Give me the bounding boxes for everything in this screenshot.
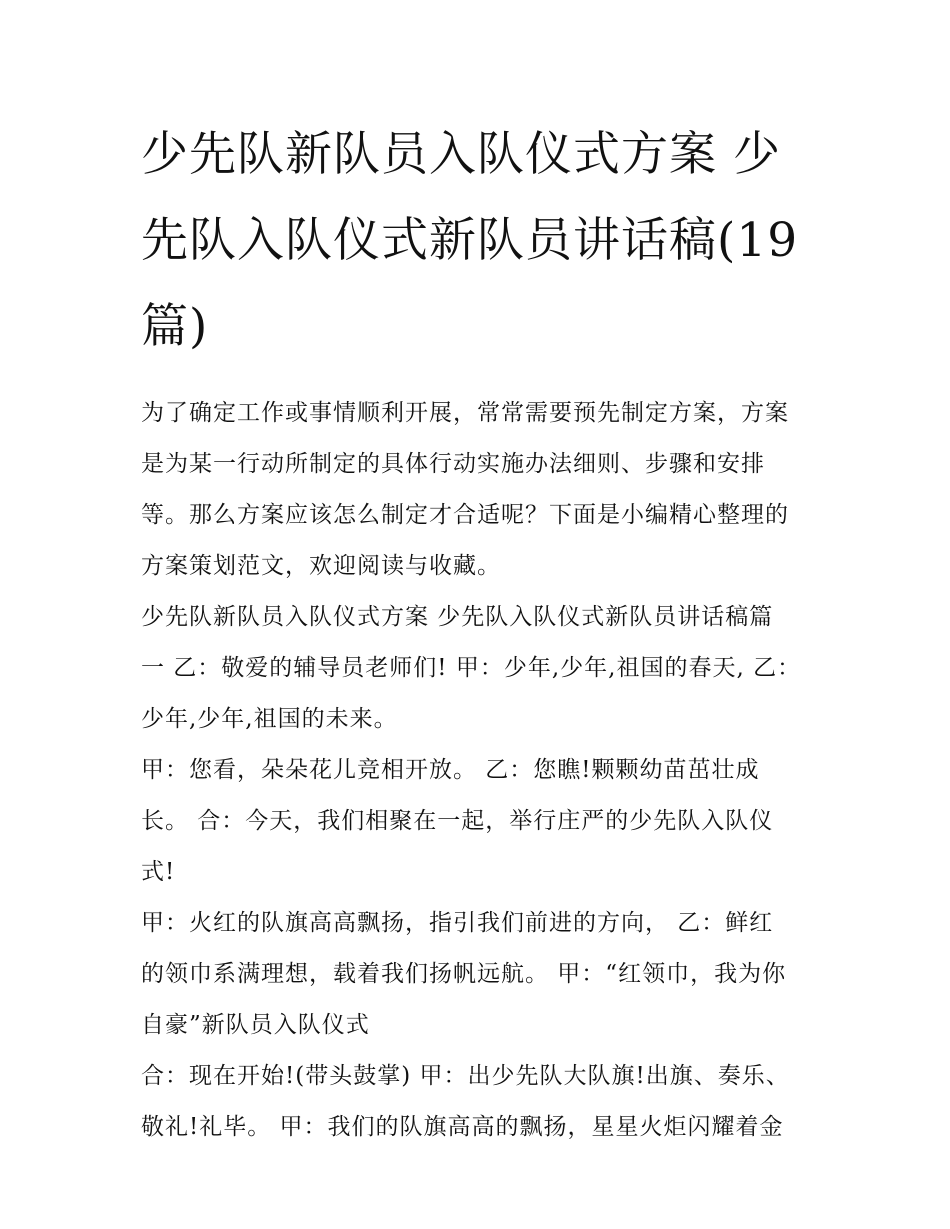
text-line: 为了确定工作或事情顺利开展，常常需要预先制定方案，方案 [141, 400, 789, 426]
title-line: 篇) [141, 299, 209, 354]
paragraph-dialogue-1 [141, 745, 816, 898]
document-body [141, 112, 816, 1153]
paragraph-opening [141, 592, 816, 745]
text-line: 自豪”新队员入队仪式 [141, 1012, 370, 1038]
document-title [141, 112, 816, 370]
text-line: 合：现在开始!(带头鼓掌) 甲：出少先队大队旗!出旗、奏乐、 [141, 1063, 790, 1089]
text-line: 敬礼!礼毕。 甲：我们的队旗高高的飘扬，星星火炬闪耀着金 [141, 1114, 784, 1140]
text-line: 少年,少年,祖国的未来。 [141, 706, 398, 732]
title-line: 少先队新队员入队仪式方案 少 [141, 127, 781, 182]
paragraph-dialogue-2 [141, 898, 816, 1051]
text-line: 甲：您看，朵朵花儿竞相开放。 乙：您瞧!颗颗幼苗茁壮成 [141, 757, 760, 783]
title-line: 先队入队仪式新队员讲话稿(19 [141, 213, 799, 268]
text-line: 等。那么方案应该怎么制定才合适呢？下面是小编精心整理的 [141, 502, 789, 528]
paragraph-intro [141, 388, 816, 592]
paragraph-dialogue-3 [141, 1051, 816, 1153]
text-line: 是为某一行动所制定的具体行动实施办法细则、步骤和安排 [141, 451, 765, 477]
text-line: 长。 合：今天，我们相聚在一起，举行庄严的少先队入队仪 [141, 808, 774, 834]
text-line: 的领巾系满理想，载着我们扬帆远航。 甲：“红领巾，我为你 [141, 961, 787, 987]
text-line: 式! [141, 859, 176, 885]
text-line: 方案策划范文，欢迎阅读与收藏。 [141, 553, 501, 579]
text-line: 少先队新队员入队仪式方案 少先队入队仪式新队员讲话稿篇 [141, 604, 774, 630]
text-line: 一 乙：敬爱的辅导员老师们! 甲：少年,少年,祖国的春天, 乙： [141, 655, 802, 681]
text-line: 甲：火红的队旗高高飘扬，指引我们前进的方向， 乙：鲜红 [141, 910, 774, 936]
